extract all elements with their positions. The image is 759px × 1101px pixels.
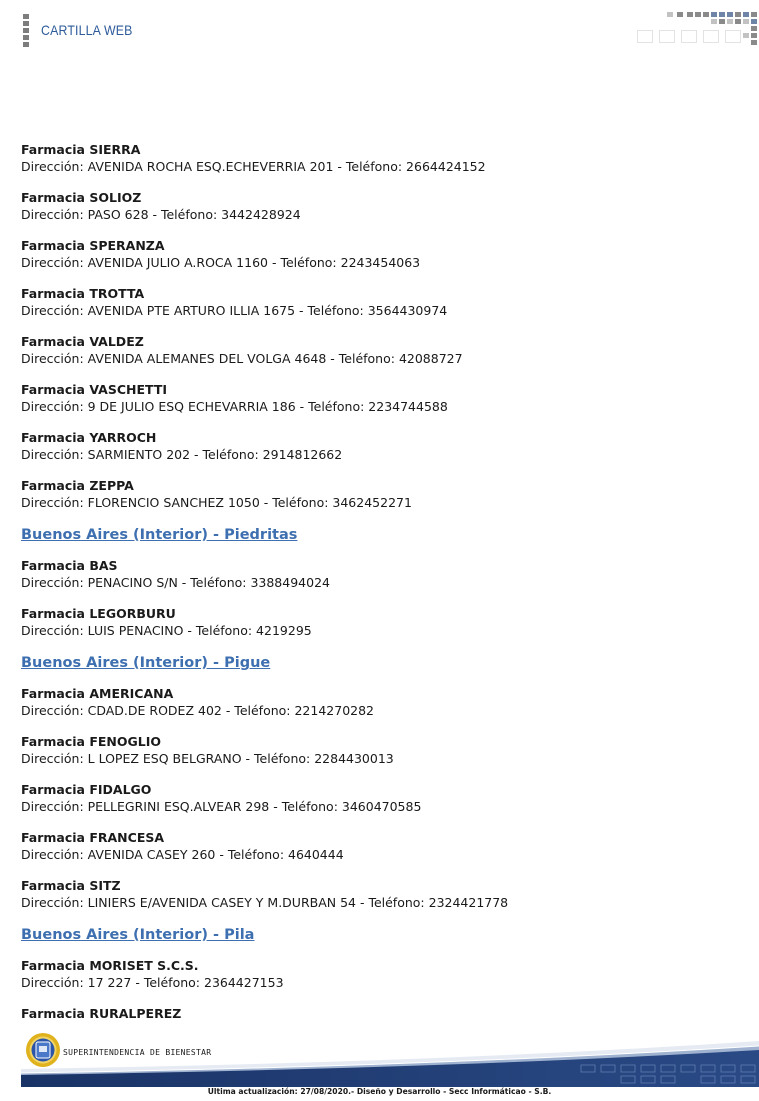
header-bar-icon (23, 14, 29, 47)
header-title: CARTILLA WEB (41, 22, 133, 38)
pharmacy-address: Dirección: PENACINO S/N - Teléfono: 3388494024 (21, 575, 330, 590)
pharmacy-entry (21, 557, 741, 591)
pharmacy-entry (21, 333, 741, 367)
pharmacy-name: Farmacia AMERICANA (21, 686, 174, 701)
pharmacy-address: Dirección: AVENIDA ALEMANES DEL VOLGA 4648 - Teléfono: 42088727 (21, 351, 463, 366)
footer-wave-banner (21, 1029, 759, 1087)
pharmacy-entry (21, 877, 741, 911)
pharmacy-name: Farmacia FENOGLIO (21, 734, 162, 749)
pharmacy-entry (21, 829, 741, 863)
pharmacy-entry (21, 285, 741, 319)
pharmacy-name: Farmacia RURALPEREZ (21, 1006, 182, 1021)
pharmacy-address: Dirección: AVENIDA JULIO A.ROCA 1160 - Teléfono: 2243454063 (21, 255, 421, 270)
pharmacy-address: Dirección: 9 DE JULIO ESQ ECHEVARRIA 186 - Teléfono: 2234744588 (21, 399, 448, 414)
pharmacy-entry (21, 1005, 741, 1022)
section-heading-link[interactable]: Buenos Aires (Interior) - Pila (21, 927, 255, 943)
pharmacy-name: Farmacia ZEPPA (21, 478, 134, 493)
footer-update-note: Ultima actualización: 27/08/2020.- Diseño y Desarrollo - Secc Informáticao - S.B. (207, 1087, 552, 1096)
section-block (21, 525, 741, 639)
pharmacy-entry (21, 733, 741, 767)
pharmacy-name: Farmacia VALDEZ (21, 334, 144, 349)
pharmacy-address: Dirección: FLORENCIO SANCHEZ 1050 - Teléfono: 3462452271 (21, 495, 412, 510)
pharmacy-name: Farmacia BAS (21, 558, 118, 573)
section-heading-link[interactable]: Buenos Aires (Interior) - Piedritas (21, 527, 298, 543)
pharmacy-entry (21, 685, 741, 719)
pharmacy-name: Farmacia TROTTA (21, 286, 145, 301)
pharmacy-address: Dirección: AVENIDA CASEY 260 - Teléfono: 4640444 (21, 847, 344, 862)
pharmacy-address: Dirección: CDAD.DE RODEZ 402 - Teléfono: 2214270282 (21, 703, 375, 718)
pharmacy-entry (21, 381, 741, 415)
pharmacy-entry (21, 957, 741, 991)
pharmacy-list (21, 141, 741, 1036)
pharmacy-entry (21, 237, 741, 271)
page-header (0, 0, 759, 60)
pharmacy-name: Farmacia SITZ (21, 878, 121, 893)
pharmacy-entry (21, 781, 741, 815)
section-block (21, 141, 741, 511)
pharmacy-address: Dirección: AVENIDA PTE ARTURO ILLIA 1675 - Teléfono: 3564430974 (21, 303, 448, 318)
pharmacy-name: Farmacia YARROCH (21, 430, 157, 445)
pharmacy-address: Dirección: PASO 628 - Teléfono: 3442428924 (21, 207, 301, 222)
section-block (21, 653, 741, 911)
header-grid-decoration-icon (637, 12, 759, 46)
pharmacy-name: Farmacia LEGORBURU (21, 606, 176, 621)
pharmacy-address: Dirección: AVENIDA ROCHA ESQ.ECHEVERRIA 201 - Teléfono: 2664424152 (21, 159, 486, 174)
pharmacy-name: Farmacia VASCHETTI (21, 382, 168, 397)
section-block (21, 925, 741, 1022)
pharmacy-entry (21, 141, 741, 175)
pharmacy-name: Farmacia FRANCESA (21, 830, 165, 845)
pharmacy-address: Dirección: LINIERS E/AVENIDA CASEY Y M.DURBAN 54 - Teléfono: 2324421778 (21, 895, 509, 910)
pharmacy-entry (21, 605, 741, 639)
superintendencia-seal-icon (25, 1032, 61, 1068)
pharmacy-address: Dirección: 17 227 - Teléfono: 2364427153 (21, 975, 284, 990)
footer-organization: SUPERINTENDENCIA DE BIENESTAR (63, 1048, 212, 1057)
pharmacy-address: Dirección: PELLEGRINI ESQ.ALVEAR 298 - Teléfono: 3460470585 (21, 799, 422, 814)
section-heading-link[interactable]: Buenos Aires (Interior) - Pigue (21, 655, 271, 671)
pharmacy-name: Farmacia SIERRA (21, 142, 141, 157)
pharmacy-name: Farmacia MORISET S.C.S. (21, 958, 199, 973)
pharmacy-name: Farmacia SOLIOZ (21, 190, 142, 205)
pharmacy-entry (21, 189, 741, 223)
pharmacy-entry (21, 477, 741, 511)
pharmacy-address: Dirección: SARMIENTO 202 - Teléfono: 2914812662 (21, 447, 343, 462)
pharmacy-name: Farmacia FIDALGO (21, 782, 152, 797)
page-footer (21, 1029, 759, 1087)
pharmacy-address: Dirección: LUIS PENACINO - Teléfono: 4219295 (21, 623, 312, 638)
pharmacy-address: Dirección: L LOPEZ ESQ BELGRANO - Teléfono: 2284430013 (21, 751, 394, 766)
pharmacy-name: Farmacia SPERANZA (21, 238, 165, 253)
pharmacy-entry (21, 429, 741, 463)
